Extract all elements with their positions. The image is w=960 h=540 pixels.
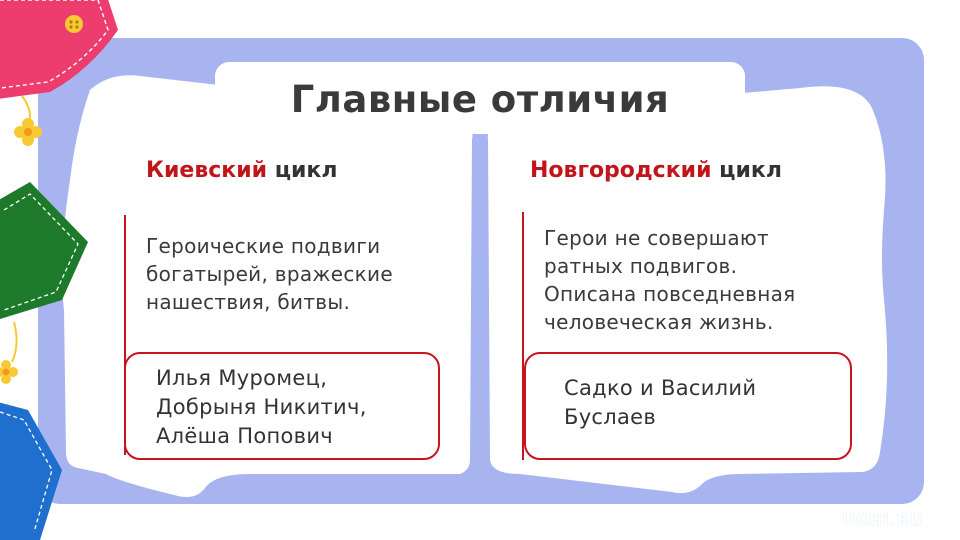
watermark-logo: UCHi.RU <box>842 510 924 529</box>
hero-name: Буслаев <box>564 405 657 429</box>
right-line: человеческая жизнь. <box>544 310 774 334</box>
left-heading-accent: Киевский <box>146 158 268 183</box>
left-heading-rest: цикл <box>267 158 338 183</box>
right-line: Герои не совершают <box>544 226 769 250</box>
right-line: ратных подвигов. <box>544 254 738 278</box>
left-line: Героические подвиги <box>146 234 381 258</box>
page-title: Главные отличия <box>290 78 670 121</box>
right-heading-accent: Новгородский <box>530 158 712 183</box>
hero-name: Добрыня Никитич, <box>156 395 367 419</box>
right-heading-rest: цикл <box>711 158 782 183</box>
left-line: нашествия, битвы. <box>146 290 351 314</box>
right-description <box>544 224 796 336</box>
left-line: богатырей, вражеские <box>146 262 393 286</box>
left-names <box>156 364 367 451</box>
hero-name: Садко и Василий <box>564 376 757 400</box>
right-line: Описана повседневная <box>544 282 796 306</box>
hero-name: Илья Муромец, <box>156 366 328 390</box>
hero-name: Алёша Попович <box>156 424 334 448</box>
right-heading <box>530 158 782 183</box>
button-icon <box>65 15 83 33</box>
flower-icon-small <box>0 360 18 384</box>
left-heading <box>146 158 337 183</box>
left-description <box>146 232 393 316</box>
right-names <box>564 374 756 432</box>
